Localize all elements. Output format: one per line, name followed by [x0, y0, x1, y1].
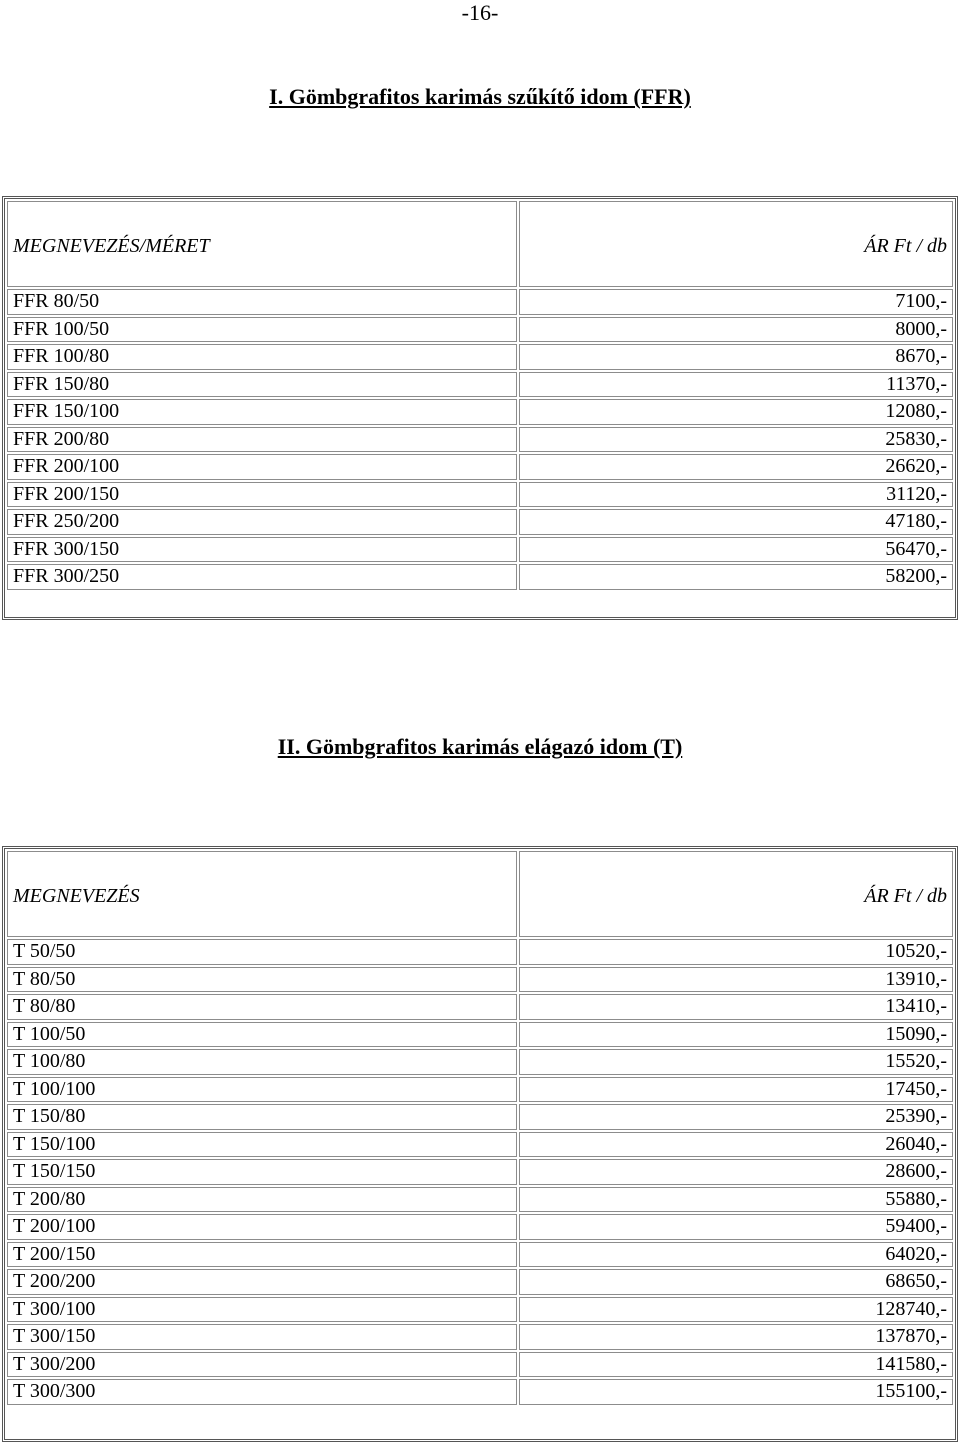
product-name-cell: FFR 80/50 — [7, 289, 517, 315]
product-name-cell: FFR 300/250 — [7, 564, 517, 590]
product-price-cell: 7100,- — [519, 289, 953, 315]
product-price-cell: 12080,- — [519, 399, 953, 425]
page-number: -16- — [461, 0, 499, 25]
table-row — [7, 1297, 953, 1323]
product-price-cell: 13410,- — [519, 994, 953, 1020]
table-row — [7, 1379, 953, 1405]
product-name-cell: FFR 250/200 — [7, 509, 517, 535]
table-row — [7, 1214, 953, 1240]
product-name-cell: T 150/80 — [7, 1104, 517, 1130]
price-table-ffr-grid — [5, 199, 955, 592]
price-table-ffr-body — [7, 289, 953, 590]
table-row — [7, 1352, 953, 1378]
product-name-cell: T 200/80 — [7, 1187, 517, 1213]
table-row — [7, 289, 953, 315]
table-row — [7, 1132, 953, 1158]
product-price-cell: 26620,- — [519, 454, 953, 480]
table-row — [7, 1187, 953, 1213]
table-row — [7, 399, 953, 425]
product-name-cell: T 300/200 — [7, 1352, 517, 1378]
table-row — [7, 344, 953, 370]
product-name-cell: T 200/200 — [7, 1269, 517, 1295]
product-name-cell: T 80/80 — [7, 994, 517, 1020]
product-name-cell: T 150/150 — [7, 1159, 517, 1185]
product-name-cell: T 200/100 — [7, 1214, 517, 1240]
section-title-t-text: II. Gömbgrafitos karimás elágazó idom (T) — [277, 734, 683, 759]
section-title-ffr-text: I. Gömbgrafitos karimás szűkítő idom (FFR) — [269, 84, 691, 109]
product-name-cell: FFR 200/150 — [7, 482, 517, 508]
table-row — [7, 1077, 953, 1103]
product-price-cell: 58200,- — [519, 564, 953, 590]
section-title-t — [0, 734, 960, 760]
product-name-cell: FFR 150/80 — [7, 372, 517, 398]
product-price-cell: 28600,- — [519, 1159, 953, 1185]
product-price-cell: 11370,- — [519, 372, 953, 398]
table-row — [7, 482, 953, 508]
product-price-cell: 17450,- — [519, 1077, 953, 1103]
table-row — [7, 564, 953, 590]
table-row — [7, 967, 953, 993]
table-header-row — [7, 851, 953, 937]
product-price-cell: 15090,- — [519, 1022, 953, 1048]
product-name-cell: T 300/150 — [7, 1324, 517, 1350]
product-name-cell: T 100/100 — [7, 1077, 517, 1103]
product-name-cell: T 100/80 — [7, 1049, 517, 1075]
table-row — [7, 537, 953, 563]
table-header-row — [7, 201, 953, 287]
product-name-cell: T 100/50 — [7, 1022, 517, 1048]
product-price-cell: 26040,- — [519, 1132, 953, 1158]
product-price-cell: 31120,- — [519, 482, 953, 508]
table-row — [7, 1269, 953, 1295]
product-price-cell: 56470,- — [519, 537, 953, 563]
price-table-t-body — [7, 939, 953, 1405]
product-price-cell: 155100,- — [519, 1379, 953, 1405]
table-row — [7, 939, 953, 965]
product-price-cell: 8000,- — [519, 317, 953, 343]
table-row — [7, 509, 953, 535]
table-row — [7, 1242, 953, 1268]
product-price-cell: 141580,- — [519, 1352, 953, 1378]
product-name-cell: T 300/100 — [7, 1297, 517, 1323]
price-table-ffr — [2, 196, 958, 620]
product-price-cell: 47180,- — [519, 509, 953, 535]
product-price-cell: 55880,- — [519, 1187, 953, 1213]
product-name-cell: T 80/50 — [7, 967, 517, 993]
product-name-cell: T 300/300 — [7, 1379, 517, 1405]
table-row — [7, 1324, 953, 1350]
product-price-cell: 128740,- — [519, 1297, 953, 1323]
table-row — [7, 1022, 953, 1048]
section-title-ffr — [0, 84, 960, 110]
column-header-price: ÁR Ft / db — [519, 201, 953, 287]
column-header-name: MEGNEVEZÉS — [7, 851, 517, 937]
product-price-cell: 137870,- — [519, 1324, 953, 1350]
product-price-cell: 10520,- — [519, 939, 953, 965]
table-row — [7, 454, 953, 480]
product-price-cell: 68650,- — [519, 1269, 953, 1295]
table-row — [7, 1049, 953, 1075]
table-row — [7, 317, 953, 343]
product-name-cell: FFR 300/150 — [7, 537, 517, 563]
price-table-t-grid — [5, 849, 955, 1407]
column-header-name: MEGNEVEZÉS/MÉRET — [7, 201, 517, 287]
table-row — [7, 1159, 953, 1185]
product-price-cell: 25390,- — [519, 1104, 953, 1130]
table-row — [7, 372, 953, 398]
table-row — [7, 427, 953, 453]
product-price-cell: 15520,- — [519, 1049, 953, 1075]
price-table-t — [2, 846, 958, 1442]
product-name-cell: FFR 200/80 — [7, 427, 517, 453]
product-name-cell: FFR 150/100 — [7, 399, 517, 425]
product-price-cell: 59400,- — [519, 1214, 953, 1240]
product-name-cell: FFR 100/50 — [7, 317, 517, 343]
product-price-cell: 8670,- — [519, 344, 953, 370]
product-price-cell: 25830,- — [519, 427, 953, 453]
table-row — [7, 994, 953, 1020]
product-name-cell: FFR 100/80 — [7, 344, 517, 370]
product-name-cell: FFR 200/100 — [7, 454, 517, 480]
product-name-cell: T 150/100 — [7, 1132, 517, 1158]
product-name-cell: T 200/150 — [7, 1242, 517, 1268]
table-row — [7, 1104, 953, 1130]
column-header-price: ÁR Ft / db — [519, 851, 953, 937]
product-name-cell: T 50/50 — [7, 939, 517, 965]
product-price-cell: 13910,- — [519, 967, 953, 993]
product-price-cell: 64020,- — [519, 1242, 953, 1268]
